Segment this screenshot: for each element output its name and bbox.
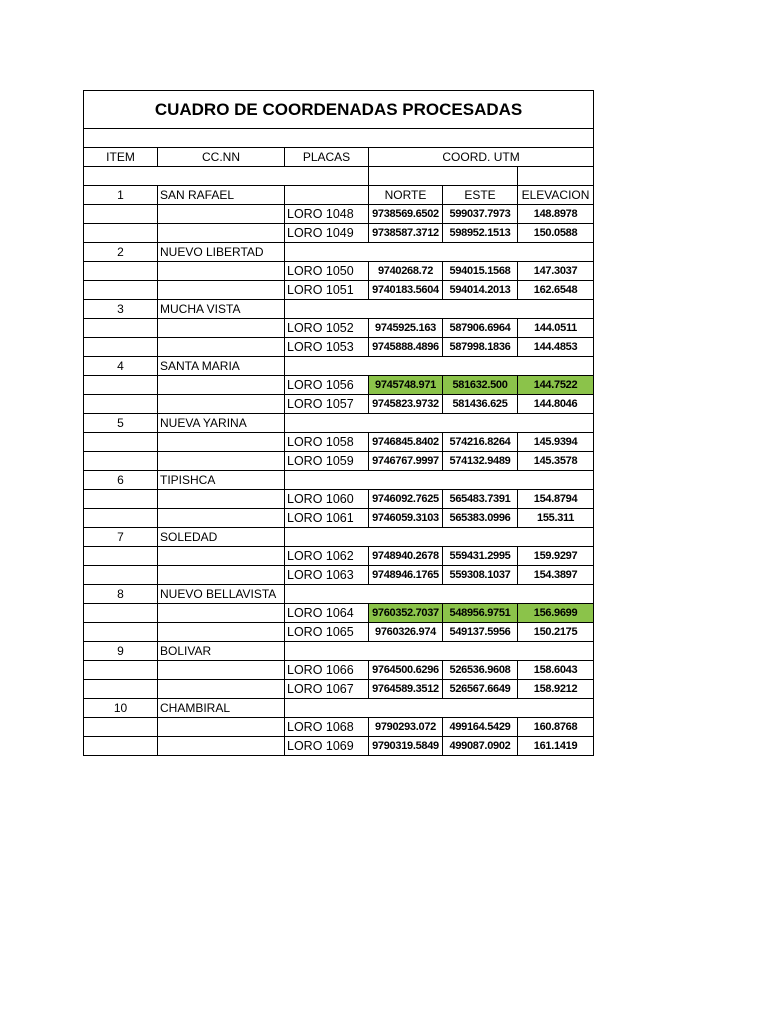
group-row [84,414,594,433]
table-row [84,490,594,509]
community-name: BOLIVAR [158,642,285,661]
title-row [84,91,594,129]
page-title: CUADRO DE COORDENADAS PROCESADAS [84,91,594,129]
plate-cell: LORO 1060 [285,490,369,509]
table-row [84,680,594,699]
table-row [84,604,594,623]
elevacion-cell: 147.3037 [518,262,594,281]
plate-cell: LORO 1064 [285,604,369,623]
este-cell: 526536.9608 [443,661,518,680]
table-row [84,718,594,737]
elevacion-cell: 158.9212 [518,680,594,699]
community-name: NUEVO LIBERTAD [158,243,285,262]
table-row [84,623,594,642]
elevacion-cell: 150.0588 [518,224,594,243]
table-row [84,224,594,243]
group-row [84,528,594,547]
item-number: 7 [84,528,158,547]
coordinates-sheet [83,90,593,756]
este-cell: 581436.625 [443,395,518,414]
header-item: ITEM [84,148,158,167]
norte-cell: 9738569.6502 [369,205,443,224]
plate-cell: LORO 1066 [285,661,369,680]
community-name: NUEVO BELLAVISTA [158,585,285,604]
elevacion-cell: 158.6043 [518,661,594,680]
elevacion-cell: 144.0511 [518,319,594,338]
elevacion-cell: 144.8046 [518,395,594,414]
group-row [84,585,594,604]
plate-cell: LORO 1053 [285,338,369,357]
este-cell: 548956.9751 [443,604,518,623]
group-row [84,471,594,490]
plate-cell: LORO 1063 [285,566,369,585]
norte-cell: 9760352.7037 [369,604,443,623]
norte-cell: 9746845.8402 [369,433,443,452]
table-row [84,661,594,680]
elevacion-cell: 154.8794 [518,490,594,509]
elevacion-cell: 159.9297 [518,547,594,566]
este-cell: 587998.1836 [443,338,518,357]
este-cell: 581632.500 [443,376,518,395]
table-row [84,547,594,566]
table-row [84,737,594,756]
este-cell: 565483.7391 [443,490,518,509]
community-name: CHAMBIRAL [158,699,285,718]
group-row [84,243,594,262]
group-row [84,300,594,319]
elevacion-cell: 145.3578 [518,452,594,471]
norte-cell: 9746059.3103 [369,509,443,528]
item-number: 10 [84,699,158,718]
norte-cell: 9764500.6296 [369,661,443,680]
header-norte: NORTE [369,186,443,205]
norte-cell: 9745748.971 [369,376,443,395]
plate-cell: LORO 1062 [285,547,369,566]
community-name: SANTA MARIA [158,357,285,376]
este-cell: 526567.6649 [443,680,518,699]
table-row [84,262,594,281]
norte-cell: 9790293.072 [369,718,443,737]
norte-cell: 9740268.72 [369,262,443,281]
item-number: 1 [84,186,158,205]
elevacion-cell: 148.8978 [518,205,594,224]
spacer-row [84,167,594,186]
group-row [84,357,594,376]
header-elevacion: ELEVACION [518,186,594,205]
item-number: 5 [84,414,158,433]
table-row [84,433,594,452]
spacer-row [84,129,594,148]
este-cell: 574132.9489 [443,452,518,471]
community-name: SAN RAFAEL [158,186,285,205]
header-ccnn: CC.NN [158,148,285,167]
group-row [84,186,594,205]
group-row [84,642,594,661]
item-number: 6 [84,471,158,490]
este-cell: 587906.6964 [443,319,518,338]
elevacion-cell: 160.8768 [518,718,594,737]
table-row [84,338,594,357]
table-row [84,452,594,471]
norte-cell: 9746092.7625 [369,490,443,509]
este-cell: 598952.1513 [443,224,518,243]
plate-cell: LORO 1048 [285,205,369,224]
community-name: MUCHA VISTA [158,300,285,319]
este-cell: 559431.2995 [443,547,518,566]
plate-cell: LORO 1068 [285,718,369,737]
plate-cell: LORO 1049 [285,224,369,243]
coordinates-table [83,90,594,756]
plate-cell: LORO 1065 [285,623,369,642]
elevacion-cell: 162.6548 [518,281,594,300]
este-cell: 559308.1037 [443,566,518,585]
norte-cell: 9745925.163 [369,319,443,338]
plate-cell: LORO 1057 [285,395,369,414]
este-cell: 549137.5956 [443,623,518,642]
plate-cell: LORO 1056 [285,376,369,395]
norte-cell: 9790319.5849 [369,737,443,756]
table-row [84,566,594,585]
norte-cell: 9748940.2678 [369,547,443,566]
norte-cell: 9746767.9997 [369,452,443,471]
plate-cell: LORO 1052 [285,319,369,338]
community-name: TIPISHCA [158,471,285,490]
group-row [84,699,594,718]
elevacion-cell: 155.311 [518,509,594,528]
table-row [84,281,594,300]
plate-cell: LORO 1058 [285,433,369,452]
item-number: 2 [84,243,158,262]
table-row [84,319,594,338]
community-name: NUEVA YARINA [158,414,285,433]
norte-cell: 9748946.1765 [369,566,443,585]
plate-cell: LORO 1050 [285,262,369,281]
header-row [84,148,594,167]
community-name: SOLEDAD [158,528,285,547]
este-cell: 499164.5429 [443,718,518,737]
item-number: 3 [84,300,158,319]
plate-cell: LORO 1059 [285,452,369,471]
este-cell: 499087.0902 [443,737,518,756]
norte-cell: 9764589.3512 [369,680,443,699]
plate-cell: LORO 1067 [285,680,369,699]
este-cell: 599037.7973 [443,205,518,224]
header-este: ESTE [443,186,518,205]
table-row [84,509,594,528]
este-cell: 594014.2013 [443,281,518,300]
norte-cell: 9760326.974 [369,623,443,642]
elevacion-cell: 144.4853 [518,338,594,357]
header-coord-utm: COORD. UTM [369,148,594,167]
elevacion-cell: 144.7522 [518,376,594,395]
item-number: 9 [84,642,158,661]
elevacion-cell: 161.1419 [518,737,594,756]
plate-cell: LORO 1061 [285,509,369,528]
elevacion-cell: 156.9699 [518,604,594,623]
elevacion-cell: 145.9394 [518,433,594,452]
table-row [84,205,594,224]
table-row [84,376,594,395]
norte-cell: 9745823.9732 [369,395,443,414]
table-row [84,395,594,414]
norte-cell: 9745888.4896 [369,338,443,357]
este-cell: 565383.0996 [443,509,518,528]
elevacion-cell: 154.3897 [518,566,594,585]
item-number: 4 [84,357,158,376]
plate-cell: LORO 1069 [285,737,369,756]
este-cell: 594015.1568 [443,262,518,281]
norte-cell: 9738587.3712 [369,224,443,243]
item-number: 8 [84,585,158,604]
plate-cell: LORO 1051 [285,281,369,300]
header-placas: PLACAS [285,148,369,167]
elevacion-cell: 150.2175 [518,623,594,642]
norte-cell: 9740183.5604 [369,281,443,300]
este-cell: 574216.8264 [443,433,518,452]
